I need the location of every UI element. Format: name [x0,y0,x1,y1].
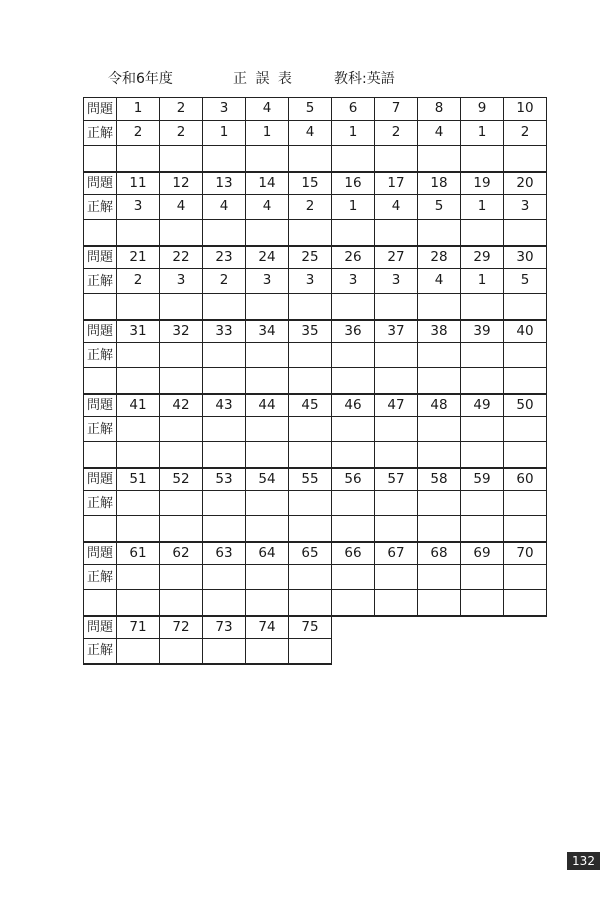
question-number-cell: 33 [203,320,246,343]
question-number-cell: 54 [246,468,289,491]
blank-cell [246,442,289,468]
answer-label: 正解 [84,121,117,146]
blank-cell [375,146,418,172]
question-number-cell: 63 [203,542,246,565]
blank-cell [84,294,117,320]
blank-cell [375,294,418,320]
question-number-cell: 31 [117,320,160,343]
answer-cell [461,491,504,516]
answer-cell [418,417,461,442]
blank-cell [117,516,160,542]
blank-cell [203,368,246,394]
blank-cell [117,220,160,246]
blank-cell [203,516,246,542]
question-number-cell: 6 [332,98,375,121]
blank-cell [203,590,246,616]
question-number-cell: 14 [246,172,289,195]
question-number-cell: 65 [289,542,332,565]
question-number-cell: 43 [203,394,246,417]
answer-cell: 2 [117,121,160,146]
answer-cell: 1 [203,121,246,146]
answer-cell [160,491,203,516]
question-number-cell: 74 [246,616,289,639]
question-number-cell: 45 [289,394,332,417]
answer-cell [203,639,246,664]
answer-cell [461,343,504,368]
question-number-cell: 46 [332,394,375,417]
question-number-cell: 9 [461,98,504,121]
blank-cell [160,442,203,468]
question-number-cell: 17 [375,172,418,195]
blank-cell [160,590,203,616]
blank-cell [375,220,418,246]
blank-cell [418,442,461,468]
answer-cell [418,343,461,368]
blank-cell [461,294,504,320]
blank-row [84,220,547,246]
answer-cell [375,491,418,516]
answer-cell [246,639,289,664]
answer-cell: 4 [418,269,461,294]
subject-label: 教科:英語 [334,71,395,87]
blank-cell [375,368,418,394]
answer-cell: 5 [504,269,547,294]
answer-cell: 3 [332,269,375,294]
answer-label: 正解 [84,565,117,590]
answer-cell [375,417,418,442]
answer-cell: 1 [246,121,289,146]
answer-cell: 4 [418,121,461,146]
question-number-cell: 66 [332,542,375,565]
answer-cell [117,565,160,590]
question-label: 問題 [84,246,117,269]
blank-cell [246,516,289,542]
question-number-cell: 34 [246,320,289,343]
answer-cell: 1 [461,121,504,146]
question-number-cell: 5 [289,98,332,121]
answer-cell: 2 [160,121,203,146]
blank-cell [332,146,375,172]
answer-cell [504,343,547,368]
question-row [84,98,547,121]
blank-cell [332,294,375,320]
blank-cell [504,590,547,616]
blank-cell [246,294,289,320]
question-row [84,246,547,269]
question-number-cell: 2 [160,98,203,121]
document-title: 正 誤 表 [233,71,294,87]
question-number-cell: 47 [375,394,418,417]
question-number-cell: 51 [117,468,160,491]
question-number-cell: 23 [203,246,246,269]
question-label: 問題 [84,172,117,195]
question-label: 問題 [84,320,117,343]
answer-cell [160,417,203,442]
answer-row [84,269,547,294]
answer-cell [289,639,332,664]
blank-cell [289,146,332,172]
answer-cell: 4 [203,195,246,220]
answer-cell [504,491,547,516]
answer-cell [246,343,289,368]
question-number-cell: 52 [160,468,203,491]
answer-label: 正解 [84,491,117,516]
blank-cell [461,368,504,394]
question-number-cell: 73 [203,616,246,639]
answer-cell [203,565,246,590]
answer-cell [332,491,375,516]
blank-cell [461,146,504,172]
answer-cell: 2 [375,121,418,146]
question-row [84,394,547,417]
blank-cell [117,442,160,468]
question-number-cell: 12 [160,172,203,195]
question-number-cell: 13 [203,172,246,195]
answer-cell [117,417,160,442]
answer-cell [160,565,203,590]
question-number-cell: 64 [246,542,289,565]
question-number-cell: 15 [289,172,332,195]
blank-cell [289,294,332,320]
answer-row [84,343,547,368]
answer-cell: 3 [160,269,203,294]
answer-row [84,639,547,664]
answer-cell [160,639,203,664]
question-number-cell: 16 [332,172,375,195]
blank-cell [461,590,504,616]
answer-cell [246,491,289,516]
question-number-cell: 10 [504,98,547,121]
question-number-cell: 19 [461,172,504,195]
question-number-cell: 41 [117,394,160,417]
blank-cell [84,220,117,246]
blank-cell [84,516,117,542]
answer-cell [332,343,375,368]
blank-cell [418,590,461,616]
blank-row [84,442,547,468]
question-number-cell: 3 [203,98,246,121]
blank-cell [461,220,504,246]
answer-cell: 3 [504,195,547,220]
answer-row [84,491,547,516]
answer-cell [289,343,332,368]
blank-cell [418,368,461,394]
blank-cell [160,220,203,246]
answer-cell [203,417,246,442]
answer-cell [117,639,160,664]
answer-cell: 3 [289,269,332,294]
blank-cell [504,220,547,246]
blank-cell [418,516,461,542]
question-number-cell: 61 [117,542,160,565]
answer-cell [117,491,160,516]
answer-cell [461,565,504,590]
answer-cell: 3 [246,269,289,294]
blank-cell [160,294,203,320]
blank-cell [332,590,375,616]
blank-cell [504,294,547,320]
blank-cell [418,146,461,172]
question-row [84,172,547,195]
question-row [84,616,547,639]
question-label: 問題 [84,616,117,639]
question-number-cell: 44 [246,394,289,417]
answer-cell: 5 [418,195,461,220]
answer-cell: 4 [160,195,203,220]
question-number-cell: 32 [160,320,203,343]
answer-cell [418,565,461,590]
question-number-cell: 36 [332,320,375,343]
answer-cell: 2 [504,121,547,146]
question-number-cell: 27 [375,246,418,269]
question-label: 問題 [84,98,117,121]
blank-cell [84,442,117,468]
question-number-cell: 68 [418,542,461,565]
question-label: 問題 [84,394,117,417]
blank-cell [246,590,289,616]
question-number-cell: 25 [289,246,332,269]
answer-cell: 1 [461,195,504,220]
blank-cell [461,442,504,468]
blank-cell [160,146,203,172]
answer-cell: 4 [289,121,332,146]
question-number-cell: 38 [418,320,461,343]
answer-cell: 1 [332,195,375,220]
question-number-cell: 1 [117,98,160,121]
blank-cell [289,220,332,246]
question-number-cell: 72 [160,616,203,639]
question-number-cell: 53 [203,468,246,491]
answer-row [84,565,547,590]
question-number-cell: 42 [160,394,203,417]
question-number-cell: 11 [117,172,160,195]
page-header [0,68,600,90]
blank-row [84,590,547,616]
blank-cell [84,590,117,616]
page-number: 132 [567,852,600,870]
blank-cell [375,516,418,542]
question-number-cell: 20 [504,172,547,195]
question-number-cell: 40 [504,320,547,343]
blank-cell [504,368,547,394]
blank-cell [332,368,375,394]
question-number-cell: 69 [461,542,504,565]
question-number-cell: 60 [504,468,547,491]
answer-label: 正解 [84,195,117,220]
blank-cell [375,442,418,468]
question-number-cell: 57 [375,468,418,491]
question-number-cell: 75 [289,616,332,639]
blank-cell [246,220,289,246]
question-number-cell: 49 [461,394,504,417]
answer-cell [375,343,418,368]
blank-cell [375,590,418,616]
question-number-cell: 35 [289,320,332,343]
answer-cell [289,565,332,590]
answer-cell: 3 [117,195,160,220]
answer-cell [289,491,332,516]
question-number-cell: 58 [418,468,461,491]
blank-cell [117,590,160,616]
question-number-cell: 67 [375,542,418,565]
question-row [84,320,547,343]
answer-cell [332,565,375,590]
blank-cell [203,442,246,468]
answer-cell [246,417,289,442]
question-number-cell: 26 [332,246,375,269]
question-number-cell: 24 [246,246,289,269]
fiscal-year: 令和6年度 [108,71,173,87]
answer-cell [289,417,332,442]
question-row [84,542,547,565]
question-row [84,468,547,491]
blank-cell [418,294,461,320]
blank-cell [246,368,289,394]
question-number-cell: 71 [117,616,160,639]
question-number-cell: 8 [418,98,461,121]
answer-cell [504,417,547,442]
answer-cell [203,343,246,368]
blank-cell [117,294,160,320]
question-number-cell: 48 [418,394,461,417]
answer-cell: 2 [117,269,160,294]
blank-cell [289,590,332,616]
question-label: 問題 [84,468,117,491]
question-number-cell: 22 [160,246,203,269]
question-number-cell: 56 [332,468,375,491]
blank-cell [84,146,117,172]
answer-row [84,417,547,442]
blank-cell [203,294,246,320]
answer-cell: 2 [203,269,246,294]
question-number-cell: 30 [504,246,547,269]
question-number-cell: 29 [461,246,504,269]
question-number-cell: 39 [461,320,504,343]
blank-cell [160,516,203,542]
question-number-cell: 55 [289,468,332,491]
question-number-cell: 7 [375,98,418,121]
answer-label: 正解 [84,417,117,442]
answer-label: 正解 [84,343,117,368]
blank-cell [203,220,246,246]
question-number-cell: 21 [117,246,160,269]
answer-key-table [83,97,547,665]
answer-row [84,195,547,220]
answer-label: 正解 [84,269,117,294]
blank-row [84,146,547,172]
blank-cell [160,368,203,394]
blank-cell [117,368,160,394]
answer-cell [504,565,547,590]
answer-label: 正解 [84,639,117,664]
blank-cell [289,368,332,394]
blank-cell [246,146,289,172]
blank-cell [203,146,246,172]
blank-cell [418,220,461,246]
answer-cell [117,343,160,368]
question-number-cell: 4 [246,98,289,121]
answer-cell [418,491,461,516]
blank-cell [117,146,160,172]
question-number-cell: 28 [418,246,461,269]
question-number-cell: 18 [418,172,461,195]
blank-row [84,368,547,394]
blank-cell [332,442,375,468]
blank-cell [504,516,547,542]
answer-cell: 1 [332,121,375,146]
blank-cell [289,516,332,542]
blank-cell [332,220,375,246]
blank-cell [461,516,504,542]
answer-cell [461,417,504,442]
answer-cell: 1 [461,269,504,294]
question-number-cell: 70 [504,542,547,565]
question-label: 問題 [84,542,117,565]
answer-cell [160,343,203,368]
answer-cell: 3 [375,269,418,294]
answer-cell [203,491,246,516]
blank-cell [332,516,375,542]
blank-cell [289,442,332,468]
answer-row [84,121,547,146]
answer-cell: 4 [246,195,289,220]
blank-row [84,294,547,320]
answer-cell [332,417,375,442]
blank-cell [504,146,547,172]
answer-cell [246,565,289,590]
question-number-cell: 50 [504,394,547,417]
question-number-cell: 62 [160,542,203,565]
blank-cell [504,442,547,468]
answer-cell: 4 [375,195,418,220]
blank-cell [84,368,117,394]
blank-row [84,516,547,542]
answer-cell: 2 [289,195,332,220]
question-number-cell: 37 [375,320,418,343]
answer-cell [375,565,418,590]
question-number-cell: 59 [461,468,504,491]
